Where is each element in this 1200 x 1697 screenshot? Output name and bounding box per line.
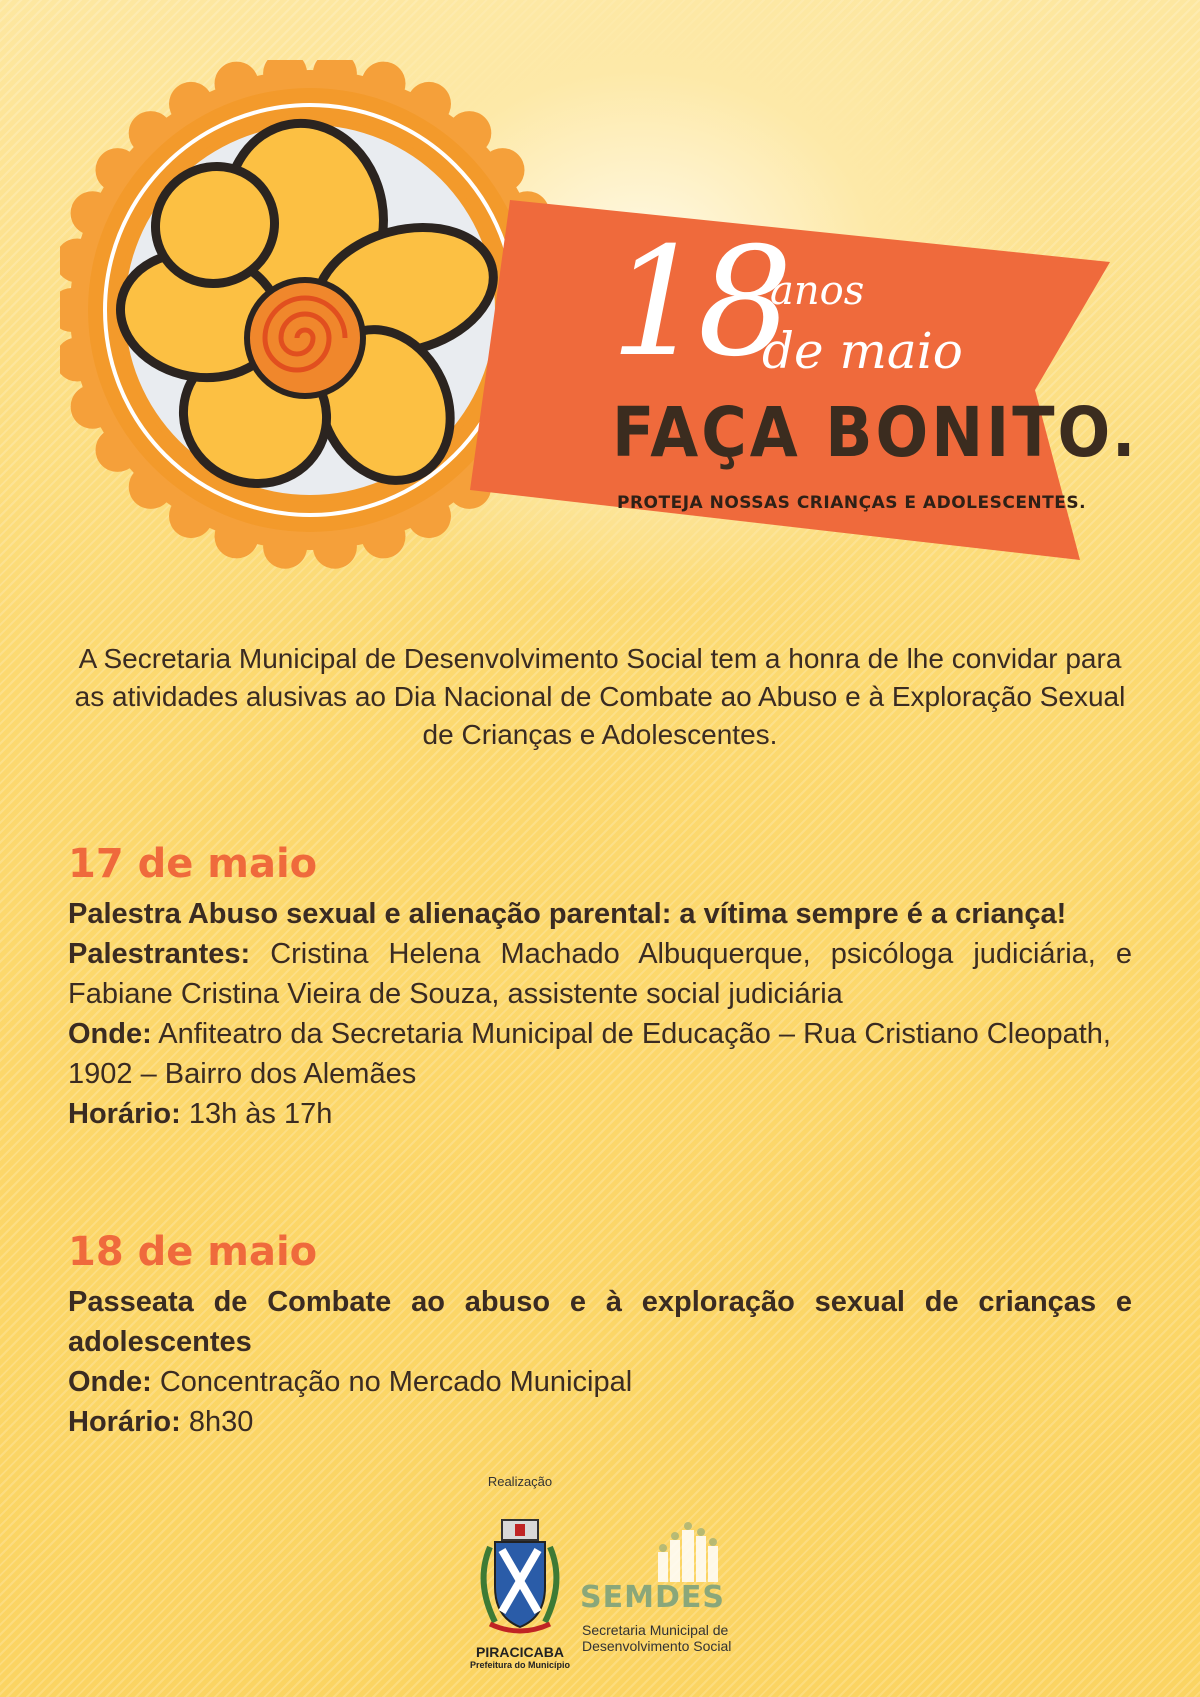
event-title: Palestra Abuso sexual e alienação parental: a vítima sempre é a criança! <box>68 898 1067 930</box>
event-title: Passeata de Combate ao abuso e à exploração sexual de crianças e adolescentes <box>68 1286 1132 1358</box>
event-where <box>68 1014 1132 1094</box>
title-anos: anos <box>770 268 865 314</box>
semdes-logo-icon <box>650 1522 730 1582</box>
event-speakers <box>68 934 1132 1014</box>
event-date: 17 de maio <box>68 841 318 887</box>
intro-text: A Secretaria Municipal de Desenvolvimento Social tem a honra de lhe convidar para as atividades alusivas ao Dia Nacional de Combate ao Abuso e à Exploração Sexual de Crianças e Adolescentes. <box>74 643 1126 750</box>
time-label: Horário: <box>68 1098 181 1130</box>
ribbon-banner <box>470 200 1120 580</box>
title-de-maio: de maio <box>762 322 963 380</box>
title-number: 18 <box>610 216 785 390</box>
speakers-value: Cristina Helena Machado Albuquerque, psicóloga judiciária, e Fabiane Cristina Vieira de Souza, assistente social judiciária <box>68 938 1132 1010</box>
event-date: 18 de maio <box>68 1229 318 1275</box>
where-label: Onde: <box>68 1366 152 1398</box>
where-label: Onde: <box>68 1018 152 1050</box>
tagline: PROTEJA NOSSAS CRIANÇAS E ADOLESCENTES. <box>617 493 1087 513</box>
event-time <box>68 1094 1132 1134</box>
slogan: FAÇA BONITO. <box>612 392 1139 473</box>
org-short-name: SEMDES <box>580 1580 725 1615</box>
where-value: Concentração no Mercado Municipal <box>151 1366 633 1398</box>
city-name: PIRACICABA <box>476 1644 564 1660</box>
event-section <box>68 1228 1132 1442</box>
realizacao-label: Realização <box>487 1474 553 1489</box>
time-value: 13h às 17h <box>180 1098 333 1130</box>
speakers-label: Palestrantes: <box>68 938 251 970</box>
city-subtitle: Prefeitura do Município <box>469 1660 570 1670</box>
where-value: Anfiteatro da Secretaria Municipal de Educação – Rua Cristiano Cleopath, 1902 – Bairro dos Alemães <box>68 1018 1111 1090</box>
event-where <box>68 1362 1132 1402</box>
time-value: 8h30 <box>180 1406 254 1438</box>
event-time <box>68 1402 1132 1442</box>
event-section <box>68 840 1132 1134</box>
piracicaba-crest-icon <box>470 1512 570 1642</box>
org-full-name: Secretaria Municipal de Desenvolvimento Social <box>582 1622 732 1654</box>
time-label: Horário: <box>68 1406 181 1438</box>
